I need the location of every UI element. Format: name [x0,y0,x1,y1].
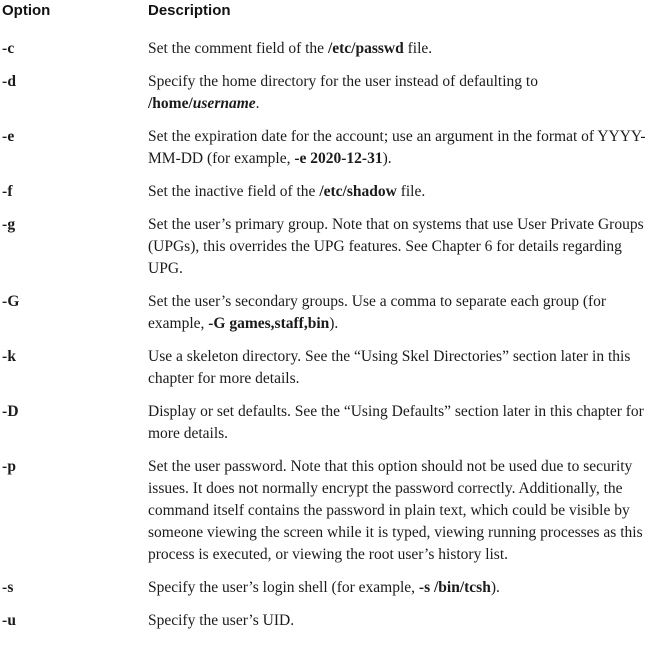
table-row [2,71,649,115]
description-segment: Set the expiration date for the account; use an argument in the format of YYYY-MM-DD (for example, [148,128,646,167]
description-segment: ). [329,315,339,332]
description-cell [148,577,648,599]
table-header [2,2,649,19]
description-segment: Set the user’s primary group. Note that on systems that use User Private Groups (UPGs), this overrides the UPG features. See Chapter 6 for details regarding UPG. [148,216,644,277]
description-segment: Set the comment field of the [148,40,328,57]
description-segment: . [255,95,260,112]
description-segment: Set the user’s secondary groups. Use a comma to separate each group (for example, [148,293,607,332]
table-row [2,456,649,566]
description-segment: Display or set defaults. See the “Using Defaults” section later in this chapter for more details. [148,403,644,442]
description-cell [148,126,648,170]
option-cell: -u [2,612,17,629]
option-cell: -d [2,73,17,90]
description-cell [148,401,648,445]
description-segment: -s /bin/tcsh [418,579,491,596]
table-row [2,610,649,632]
description-cell [148,71,648,115]
table-row [2,181,649,203]
option-cell: -p [2,458,17,475]
description-segment: Set the user password. Note that this option should not be used due to security issues. It does not normally encrypt the password correctly. Additionally, the command itself contains the password in plain text, which could be visible by someone viewing the screen while it is typed, viewing running processes as this process is executed, or viewing the root user’s history list. [148,458,643,563]
option-cell: -s [2,579,14,596]
description-segment: -e 2020-12-31 [294,150,383,167]
description-segment: ). [382,150,392,167]
table-row [2,346,649,390]
description-segment: Specify the home directory for the user instead of defaulting to [148,73,538,90]
description-cell [148,214,648,280]
table-row [2,401,649,445]
description-segment: Specify the user’s login shell (for example, [148,579,419,596]
table-body [2,38,649,632]
description-cell [148,610,648,632]
description-segment: /home/ [148,95,193,112]
option-cell: -D [2,403,19,420]
description-segment: file. [403,40,433,57]
description-cell [148,38,648,60]
option-column-header: Option [2,2,51,19]
table-row [2,38,649,60]
table-row [2,126,649,170]
option-cell: -g [2,216,16,233]
description-cell [148,456,648,566]
description-segment: /etc/shadow [319,183,397,200]
table-row [2,214,649,280]
description-segment: /etc/passwd [327,40,404,57]
option-cell: -e [2,128,15,145]
option-cell: -G [2,293,20,310]
option-cell: -c [2,40,15,57]
description-segment: Use a skeleton directory. See the “Using Skel Directories” section later in this chapter for more details. [148,348,631,387]
table-row [2,577,649,599]
description-segment: Set the inactive field of the [148,183,320,200]
description-cell [148,291,648,335]
table-row [2,291,649,335]
description-cell [148,346,648,390]
description-segment: -G games,staff,bin [208,315,330,332]
description-segment: ). [490,579,500,596]
description-segment: username [192,95,256,112]
option-cell: -f [2,183,13,200]
option-cell: -k [2,348,17,365]
description-cell [148,181,648,203]
description-segment: file. [396,183,426,200]
description-column-header: Description [148,2,231,19]
description-segment: Specify the user’s UID. [148,612,295,629]
